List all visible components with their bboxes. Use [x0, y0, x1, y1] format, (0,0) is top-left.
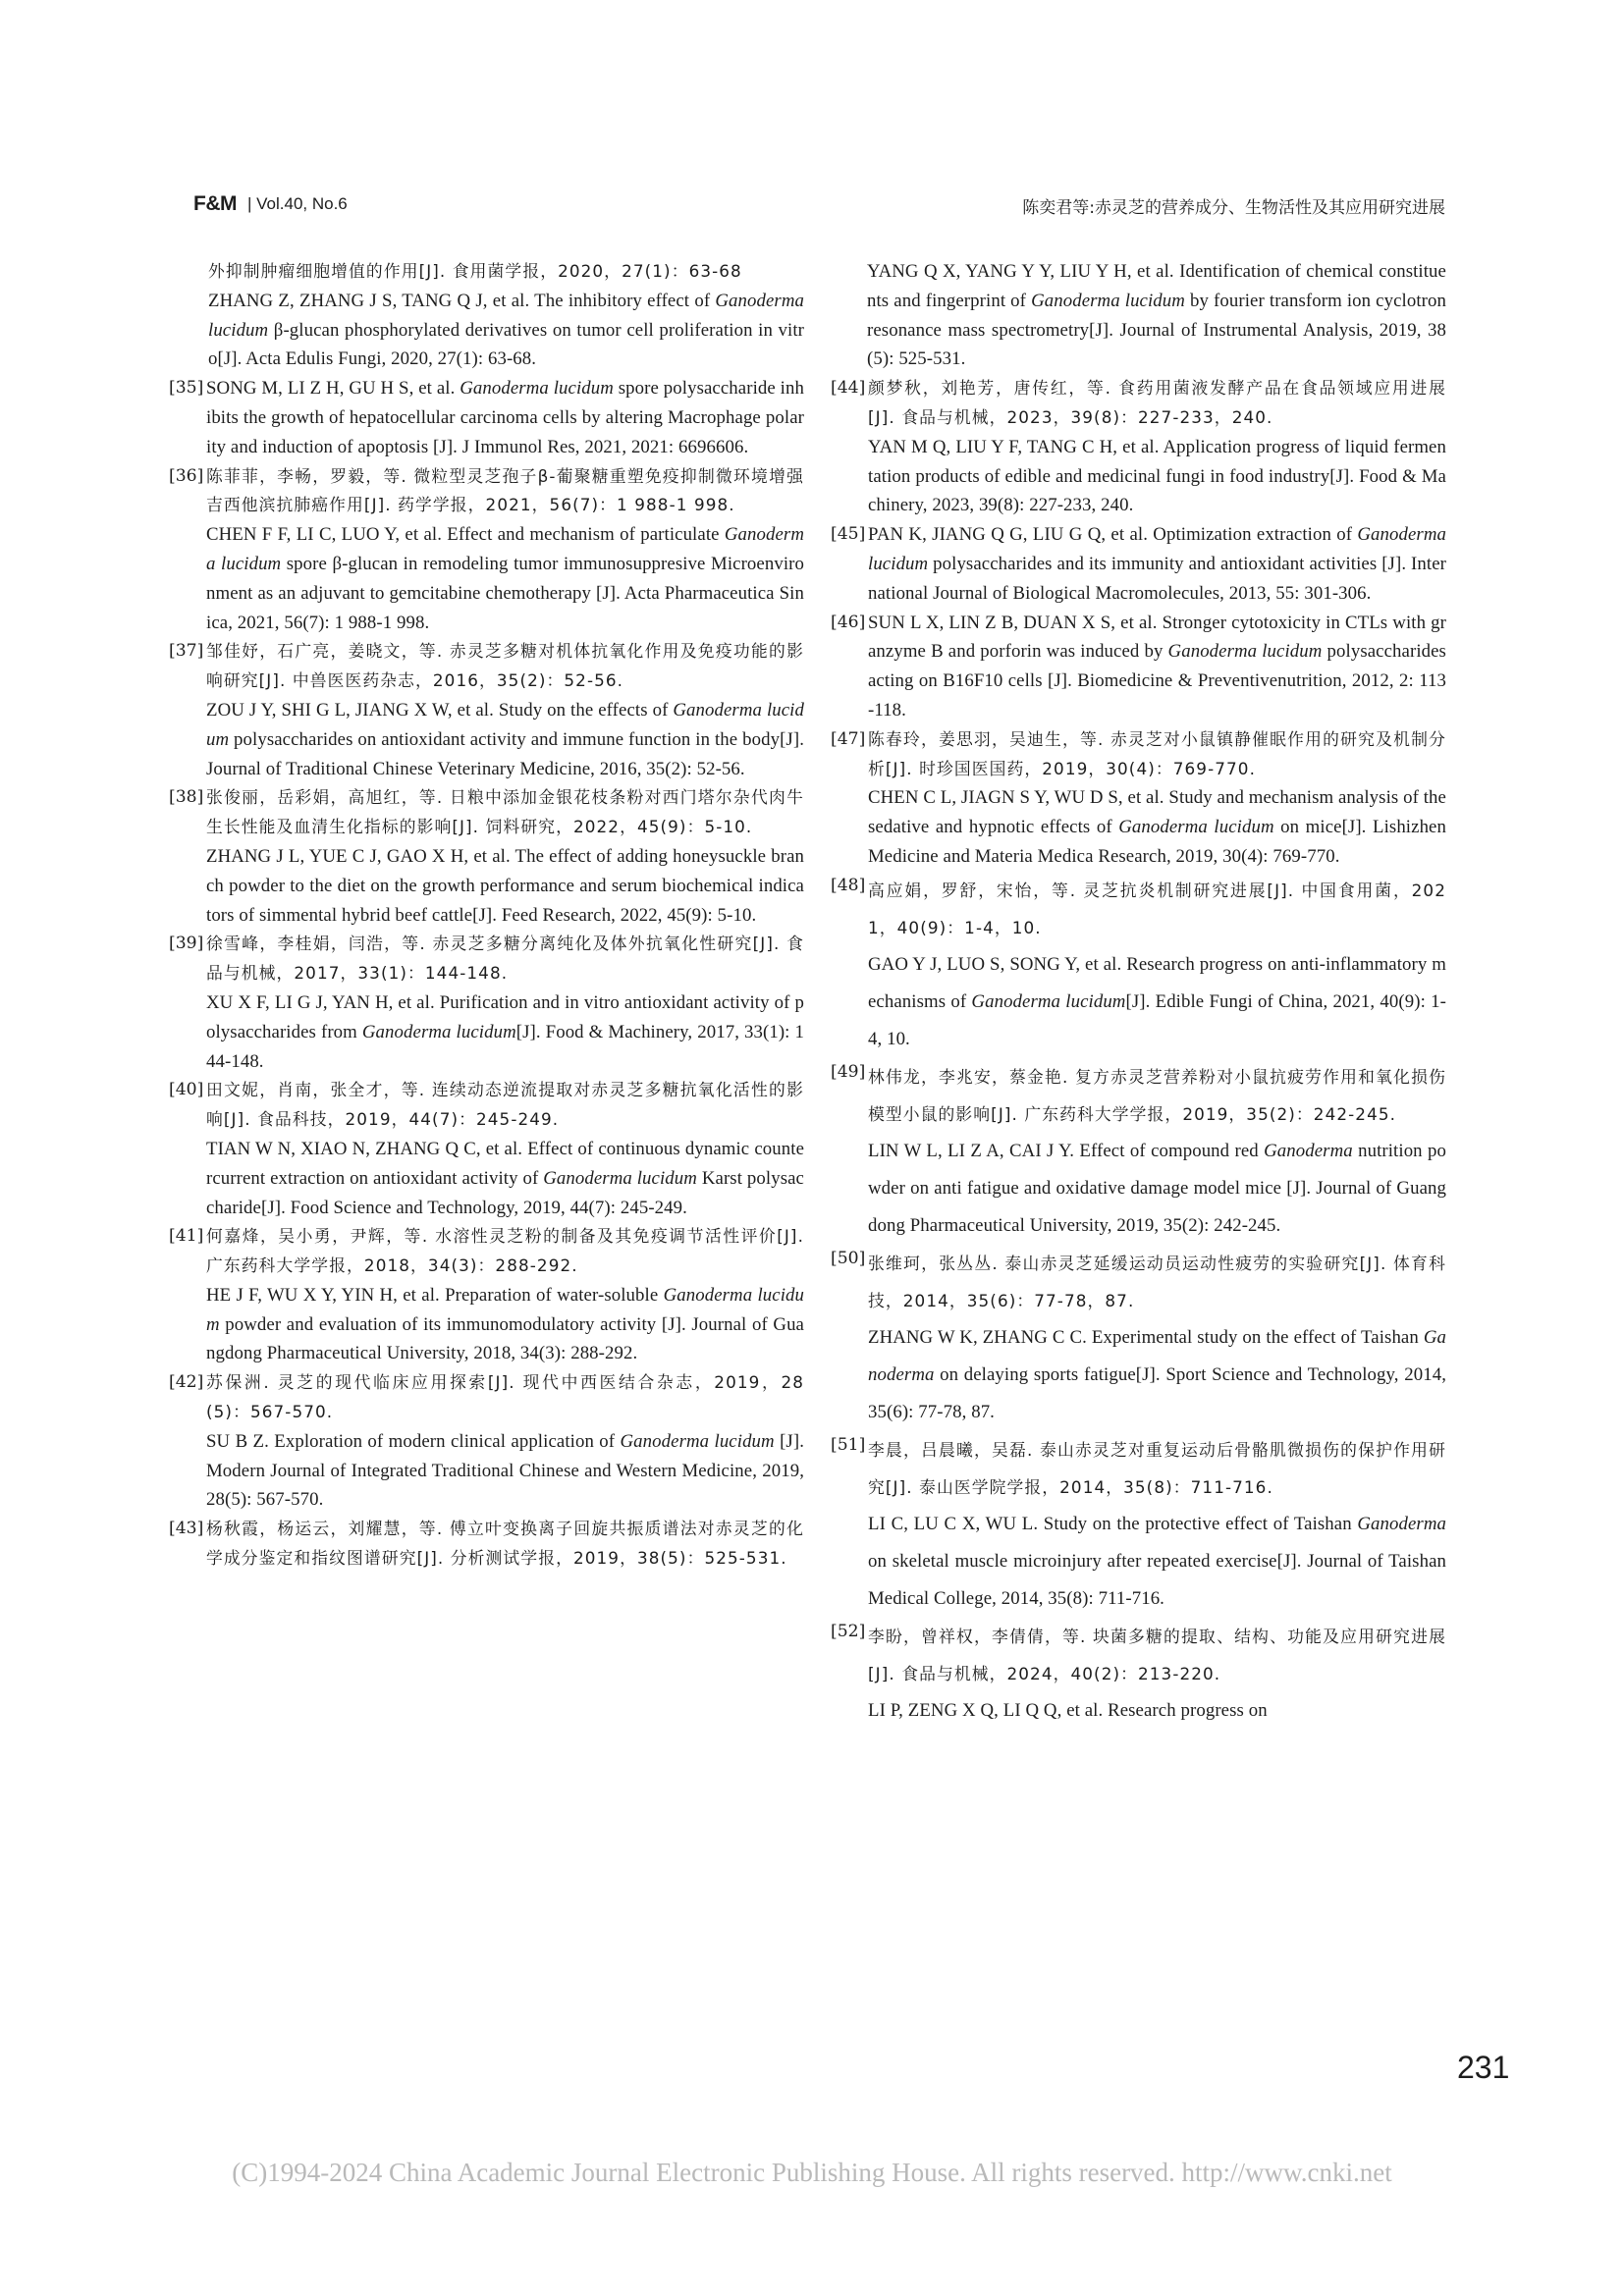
- species-name: Ganoderma lucidum: [1118, 817, 1274, 838]
- reference-cn: 李盼，曾祥权，李倩倩，等. 块菌多糖的提取、结构、功能及应用研究进展[J]. 食品与机械，2024，40(2)：213-220.: [868, 1626, 1446, 1683]
- species-name: Ganoderma lucidum: [206, 699, 804, 750]
- reference-number: [48]: [831, 875, 866, 895]
- reference-cn: 苏保洲. 灵芝的现代临床应用探索[J]. 现代中西医结合杂志，2019，28(5)：567-570.: [206, 1372, 804, 1422]
- reference-cn: 张俊丽，岳彩娟，高旭红，等. 日粮中添加金银花枝条粉对西门塔尔杂代肉牛生长性能及血清生化指标的影响[J]. 饲料研究，2022，45(9)：5-10.: [206, 787, 804, 837]
- reference-cn: 何嘉烽，吴小勇，尹辉，等. 水溶性灵芝粉的制备及其免疫调节活性评价[J]. 广东药科大学学报，2018，34(3)：288-292.: [206, 1226, 804, 1276]
- reference-number: [50]: [831, 1248, 866, 1268]
- reference-en: LI P, ZENG X Q, LI Q Q, et al. Research progress on: [868, 1699, 1268, 1721]
- reference-en: ZHANG Z, ZHANG J S, TANG Q J, et al. The inhibitory effect of Ganoderma lucidum β-glucan phosphorylated derivatives on tumor cell proliferation in vitro[J]. Acta Edulis Fungi, 2020, 27(1): 63-68.: [208, 290, 804, 370]
- running-title: 陈奕君等:赤灵芝的营养成分、生物活性及其应用研究进展: [1022, 198, 1445, 218]
- reference-number: [45]: [831, 524, 866, 545]
- reference-en: ZOU J Y, SHI G L, JIANG X W, et al. Study on the effects of Ganoderma lucidum polysaccharides on antioxidant activity and immune function in the body[J]. Journal of Traditional Chinese Veterinary Medicine, 2016, 35(2): 52-56.: [206, 699, 804, 779]
- reference-number: [37]: [169, 641, 204, 662]
- species-name: Ganoderma: [1357, 1513, 1446, 1534]
- species-name: Ganoderma: [1264, 1140, 1353, 1161]
- journal-logo: F&M: [193, 192, 237, 215]
- reference-number: [40]: [169, 1080, 204, 1100]
- journal-volume: | Vol.40, No.6: [247, 194, 348, 213]
- reference-number: [51]: [831, 1434, 866, 1455]
- reference-number: [41]: [169, 1226, 204, 1247]
- reference-en: LIN W L, LI Z A, CAI J Y. Effect of compound red Ganoderma nutrition powder on anti fatigue and oxidative damage model mice [J]. Journal of Guangdong Pharmaceutical University, 2019, 35(2): 242-245.: [868, 1140, 1446, 1236]
- reference-entry: [169, 1076, 804, 1222]
- reference-number: [35]: [169, 378, 204, 399]
- reference-cn: 张维珂，张丛丛. 泰山赤灵芝延缓运动员运动性疲劳的实验研究[J]. 体育科技，2014，35(6)：77-78，87.: [868, 1253, 1446, 1310]
- species-name: Ganoderma lucidum: [206, 1284, 805, 1335]
- reference-entry: [169, 1515, 804, 1574]
- right-column: [831, 257, 1447, 1730]
- species-name: Ganoderma lucidum: [543, 1167, 697, 1189]
- reference-entry: [169, 930, 804, 1076]
- reference-cn: 外抑制肿瘤细胞增值的作用[J]. 食用菌学报，2020，27(1)：63-68: [208, 261, 742, 281]
- reference-number: [47]: [831, 728, 866, 749]
- reference-number: [52]: [831, 1621, 866, 1641]
- reference-cn: 陈春玲，姜思羽，吴迪生，等. 赤灵芝对小鼠镇静催眠作用的研究及机制分析[J]. 时珍国医国药，2019，30(4)：769-770.: [868, 728, 1446, 778]
- reference-entry: [169, 783, 804, 930]
- reference-cn: 田文妮，肖南，张全才，等. 连续动态逆流提取对赤灵芝多糖抗氧化活性的影响[J]. 食品科技，2019，44(7)：245-249.: [206, 1080, 804, 1130]
- species-name: Ganoderma lucidum: [206, 524, 804, 574]
- reference-entry: [831, 1618, 1446, 1730]
- reference-entry: [208, 257, 804, 374]
- page-number: 231: [1457, 2050, 1510, 2085]
- species-name: Ganoderma lucidum: [868, 524, 1446, 574]
- reference-number: [43]: [169, 1519, 204, 1539]
- reference-entry: [169, 462, 804, 638]
- reference-cn: 陈菲菲，李畅，罗毅，等. 微粒型灵芝孢子β-葡聚糖重塑免疫抑制微环境增强吉西他滨抗肺癌作用[J]. 药学学报，2021，56(7)：1 988-1 998.: [206, 465, 804, 515]
- copyright-watermark: (C)1994-2024 China Academic Journal Electronic Publishing House. All rights reserved. http://www.cnki.net: [232, 2158, 1392, 2187]
- reference-en: CHEN C L, JIAGN S Y, WU D S, et al. Study and mechanism analysis of the sedative and hypnotic effects of Ganoderma lucidum on mice[J]. Lishizhen Medicine and Materia Medica Research, 2019, 30(4): 769-770.: [868, 787, 1446, 867]
- reference-entry: [831, 725, 1446, 872]
- reference-en: YANG Q X, YANG Y Y, LIU Y H, et al. Identification of chemical constituents and fingerprint of Ganoderma lucidum by fourier transform ion cyclotron resonance mass spectrometry[J]. Journal of Instrumental Analysis, 2019, 38(5): 525-531.: [867, 261, 1447, 370]
- reference-entry: [169, 637, 804, 783]
- reference-cn: 林伟龙，李兆安，蔡金艳. 复方赤灵芝营养粉对小鼠抗疲劳作用和氧化损伤模型小鼠的影响[J]. 广东药科大学学报，2019，35(2)：242-245.: [868, 1066, 1446, 1124]
- reference-number: [36]: [169, 465, 204, 486]
- reference-en: XU X F, LI G J, YAN H, et al. Purification and in vitro antioxidant activity of polysaccharides from Ganoderma lucidum[J]. Food & Machinery, 2017, 33(1): 144-148.: [206, 991, 804, 1072]
- reference-en: ZHANG W K, ZHANG C C. Experimental study on the effect of Taishan Ganoderma on delaying sports fatigue[J]. Sport Science and Technology, 2014, 35(6): 77-78, 87.: [868, 1326, 1446, 1422]
- reference-en: PAN K, JIANG Q G, LIU G Q, et al. Optimization extraction of Ganoderma lucidum polysaccharides and its immunity and antioxidant activities [J]. International Journal of Biological Macromolecules, 2013, 55: 301-306.: [868, 524, 1446, 604]
- reference-entry: [831, 1245, 1446, 1431]
- species-name: Ganoderma lucidum: [1031, 290, 1185, 311]
- page-header: [0, 192, 1624, 222]
- left-column: [169, 257, 805, 1574]
- reference-en: SU B Z. Exploration of modern clinical application of Ganoderma lucidum [J]. Modern Journal of Integrated Traditional Chinese and Western Medicine, 2019, 28(5): 567-570.: [206, 1430, 804, 1511]
- reference-cn: 杨秋霞，杨运云，刘耀慧，等. 傅立叶变换离子回旋共振质谱法对赤灵芝的化学成分鉴定和指纹图谱研究[J]. 分析测试学报，2019，38(5)：525-531.: [206, 1519, 804, 1569]
- reference-number: [38]: [169, 787, 204, 808]
- reference-en: SUN L X, LIN Z B, DUAN X S, et al. Stronger cytotoxicity in CTLs with granzyme B and porforin was induced by Ganoderma lucidum polysaccharides acting on B16F10 cells [J]. Biomedicine & Preventivenutrition, 2012, 2: 113-118.: [868, 612, 1446, 721]
- reference-number: [44]: [831, 378, 866, 399]
- species-name: Ganoderma lucidum: [460, 378, 614, 400]
- reference-en: YAN M Q, LIU Y F, TANG C H, et al. Application progress of liquid fermentation products of edible and medicinal fungi in food industry[J]. Food & Machinery, 2023, 39(8): 227-233, 240.: [868, 436, 1446, 516]
- reference-number: [49]: [831, 1061, 866, 1082]
- reference-entry: [831, 520, 1446, 608]
- reference-number: [46]: [831, 612, 866, 632]
- species-name: Ganoderma lucidum: [208, 290, 804, 341]
- reference-en: HE J F, WU X Y, YIN H, et al. Preparation of water-soluble Ganoderma lucidum powder and evaluation of its immunomodulatory activity [J]. Journal of Guangdong Pharmaceutical University, 2018, 34(3): 288-292.: [206, 1284, 805, 1364]
- species-name: Ganoderma lucidum: [971, 990, 1126, 1012]
- reference-en: LI C, LU C X, WU L. Study on the protective effect of Taishan Ganoderma on skeletal muscle microinjury after repeated exercise[J]. Journal of Taishan Medical College, 2014, 35(8): 711-716.: [868, 1513, 1446, 1609]
- species-name: Ganoderma lucidum: [1167, 641, 1323, 663]
- reference-cn: 颜梦秋，刘艳芳，唐传红，等. 食药用菌液发酵产品在食品领域应用进展[J]. 食品与机械，2023，39(8)：227-233，240.: [868, 378, 1446, 427]
- reference-en: CHEN F F, LI C, LUO Y, et al. Effect and mechanism of particulate Ganoderma lucidum spore β-glucan in remodeling tumor immunosuppresive Microenvironment as an adjuvant to gemcitabine chemotherapy [J]. Acta Pharmaceutica Sinica, 2021, 56(7): 1 988-1 998.: [206, 524, 804, 633]
- reference-entry: [831, 1431, 1446, 1618]
- reference-entry: [831, 374, 1446, 520]
- reference-entry: [831, 609, 1446, 725]
- species-name: Ganoderma: [868, 1326, 1446, 1385]
- species-name: Ganoderma lucidum: [620, 1430, 775, 1452]
- reference-entry: [831, 1058, 1446, 1245]
- reference-entry: [867, 257, 1446, 374]
- reference-number: [39]: [169, 934, 204, 954]
- reference-entry: [169, 374, 804, 461]
- reference-cn: 邹佳妤，石广亮，姜晓文，等. 赤灵芝多糖对机体抗氧化作用及免疫功能的影响研究[J]. 中兽医医药杂志，2016，35(2)：52-56.: [206, 641, 804, 691]
- reference-entry: [169, 1222, 804, 1368]
- reference-en: TIAN W N, XIAO N, ZHANG Q C, et al. Effect of continuous dynamic countercurrent extraction on antioxidant activity of Ganoderma lucidum Karst polysaccharide[J]. Food Science and Technology, 2019, 44(7): 245-249.: [206, 1138, 804, 1218]
- reference-en: SONG M, LI Z H, GU H S, et al. Ganoderma lucidum spore polysaccharide inhibits the growth of hepatocellular carcinoma cells by altering Macrophage polarity and induction of apoptosis [J]. J Immunol Res, 2021, 2021: 6696606.: [206, 378, 804, 457]
- reference-entry: [831, 872, 1446, 1058]
- reference-cn: 徐雪峰，李桂娟，闫浩，等. 赤灵芝多糖分离纯化及体外抗氧化性研究[J]. 食品与机械，2017，33(1)：144-148.: [206, 934, 804, 984]
- reference-cn: 高应娟，罗舒，宋怡，等. 灵芝抗炎机制研究进展[J]. 中国食用菌，2021，40(9)：1-4，10.: [868, 880, 1446, 937]
- reference-cn: 李晨，吕晨曦，吴磊. 泰山赤灵芝对重复运动后骨骼肌微损伤的保护作用研究[J]. 泰山医学院学报，2014，35(8)：711-716.: [868, 1439, 1446, 1497]
- reference-en: GAO Y J, LUO S, SONG Y, et al. Research progress on anti-inflammatory mechanisms of Ganoderma lucidum[J]. Edible Fungi of China, 2021, 40(9): 1-4, 10.: [868, 953, 1446, 1049]
- reference-number: [42]: [169, 1372, 204, 1393]
- reference-entry: [169, 1368, 804, 1515]
- species-name: Ganoderma lucidum: [361, 1021, 516, 1042]
- reference-en: ZHANG J L, YUE C J, GAO X H, et al. The effect of adding honeysuckle branch powder to the diet on the growth performance and serum biochemical indicators of simmental hybrid beef cattle[J]. Feed Research, 2022, 45(9): 5-10.: [206, 845, 804, 926]
